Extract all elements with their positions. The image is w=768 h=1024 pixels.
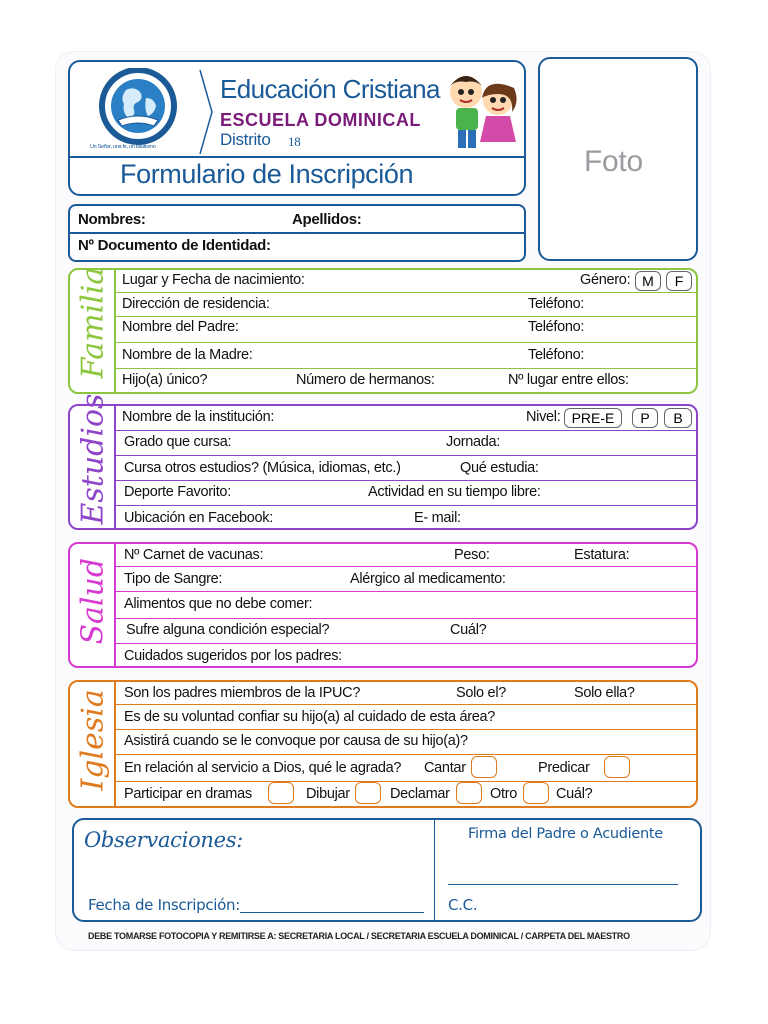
familia-row-line [114,292,696,293]
familia-row-line [114,316,696,317]
care-label: Cuidados sugeridos por los padres: [124,648,342,664]
will-label: Es de su voluntad confiar su hijo(a) al cuidado de esta área? [124,709,496,725]
footer-note: DEBE TOMARSE FOTOCOPIA Y REMITIRSE A: SECRETARIA LOCAL / SECRETARIA ESCUELA DOMINICAL / CARPETA DEL MAESTRO [88,931,630,941]
level-label: Nivel: [526,409,561,425]
iglesia-row-line [114,729,696,730]
salud-divider [114,544,116,666]
estudios-row-line [114,505,696,506]
phone2-label: Teléfono: [528,319,585,335]
brand-subtitle: ESCUELA DOMINICAL [220,110,421,130]
sport-label: Deporte Favorito: [124,484,231,500]
cc-label: C.C. [448,896,478,914]
level-option-pre[interactable]: PRE-E [564,408,622,428]
other-label: Otro [490,786,517,802]
which-label-iglesia: Cuál? [556,786,593,802]
grade-label: Grado que cursa: [124,434,232,450]
gender-option-f[interactable]: F [666,271,692,291]
footer-box [72,818,702,922]
free-time-label: Actividad en su tiempo libre: [368,484,541,500]
district-label: Distrito [220,130,271,149]
facebook-label: Ubicación en Facebook: [124,510,273,526]
familia-section [68,268,698,394]
logo-motto: Un Señor, una fe, un bautismo [90,144,156,150]
shift-label: Jornada: [446,434,501,450]
globe-icon [88,68,188,148]
church-logo [88,68,188,148]
level-option-p[interactable]: P [632,408,658,428]
salud-title: Salud [75,557,111,645]
photo-box [538,57,698,261]
footer-divider [434,820,435,920]
drama-label: Participar en dramas [124,786,252,802]
estudios-title: Estudios [75,393,111,525]
iglesia-row-line [114,781,696,782]
signature-label: Firma del Padre o Acudiente [468,826,663,842]
sing-checkbox[interactable] [471,756,497,778]
phone3-label: Teléfono: [528,347,585,363]
estudios-section [68,393,698,530]
signature-line[interactable] [448,884,678,885]
iglesia-divider [114,682,116,806]
weight-label: Peso: [454,547,490,563]
gender-option-m[interactable]: M [635,271,661,291]
salud-row-line [114,566,696,567]
height-label: Estatura: [574,547,630,563]
header-box [68,60,526,196]
draw-label: Dibujar [306,786,350,802]
phone1-label: Teléfono: [528,296,585,312]
salud-section [68,542,698,668]
father-label: Nombre del Padre: [122,319,239,335]
date-field[interactable] [240,912,424,913]
identity-box [68,204,526,262]
familia-title: Familia [75,266,111,379]
only-child-label: Hijo(a) único? [122,372,208,388]
estudios-divider [114,406,116,528]
header-divider [70,156,524,158]
identity-divider [70,232,524,234]
mother-label: Nombre de la Madre: [122,347,253,363]
members-label: Son los padres miembros de la IPUC? [124,685,361,701]
document-label: Nº Documento de Identidad: [78,237,271,254]
estudios-row-line [114,455,696,456]
declaim-checkbox[interactable] [456,782,482,804]
gender-label: Género: [580,272,631,288]
service-label: En relación al servicio a Dios, qué le agrada? [124,760,402,776]
address-label: Dirección de residencia: [122,296,270,312]
estudios-row-line [114,430,696,431]
allergy-label: Alérgico al medicamento: [350,571,506,587]
salud-row-line [114,643,696,644]
draw-checkbox[interactable] [355,782,381,804]
drama-checkbox[interactable] [268,782,294,804]
declaim-label: Declamar [390,786,450,802]
brand-title: Educación Cristiana [220,74,440,104]
iglesia-row-line [114,704,696,705]
familia-row-line [114,368,696,369]
iglesia-section [68,680,698,808]
district-number: 18 [288,134,301,149]
condition-label: Sufre alguna condición especial? [126,622,330,638]
iglesia-title: Iglesia [75,689,111,791]
other-studies-label: Cursa otros estudios? (Música, idiomas, etc.) [124,460,401,476]
surnames-label: Apellidos: [292,211,362,228]
only-her-label: Solo ella? [574,685,635,701]
observations-label: Observaciones: [84,828,244,852]
birth-label: Lugar y Fecha de nacimiento: [122,272,305,288]
chevron-divider [198,68,214,156]
siblings-label: Número de hermanos: [296,372,435,388]
estudios-row-line [114,480,696,481]
preach-checkbox[interactable] [604,756,630,778]
level-option-b[interactable]: B [664,408,692,428]
which-label-salud: Cuál? [450,622,487,638]
place-label: Nº lugar entre ellos: [508,372,629,388]
attend-label: Asistirá cuando se le convoque por causa de su hijo(a)? [124,733,468,749]
familia-divider [114,270,116,392]
iglesia-row-line [114,754,696,755]
institution-label: Nombre de la institución: [122,409,275,425]
vaccine-label: Nº Carnet de vacunas: [124,547,264,563]
photo-label: Foto [584,145,643,178]
preach-label: Predicar [538,760,590,776]
names-label: Nombres: [78,211,146,228]
salud-row-line [114,618,696,619]
sing-label: Cantar [424,760,466,776]
blood-label: Tipo de Sangre: [124,571,223,587]
food-label: Alimentos que no debe comer: [124,596,313,612]
what-studies-label: Qué estudia: [460,460,539,476]
email-label: E- mail: [414,510,461,526]
only-him-label: Solo el? [456,685,506,701]
familia-row-line [114,342,696,343]
children-illustration [440,68,524,154]
date-label: Fecha de Inscripción: [88,896,240,914]
form-title: Formulario de Inscripción [120,159,414,189]
salud-row-line [114,591,696,592]
other-checkbox[interactable] [523,782,549,804]
